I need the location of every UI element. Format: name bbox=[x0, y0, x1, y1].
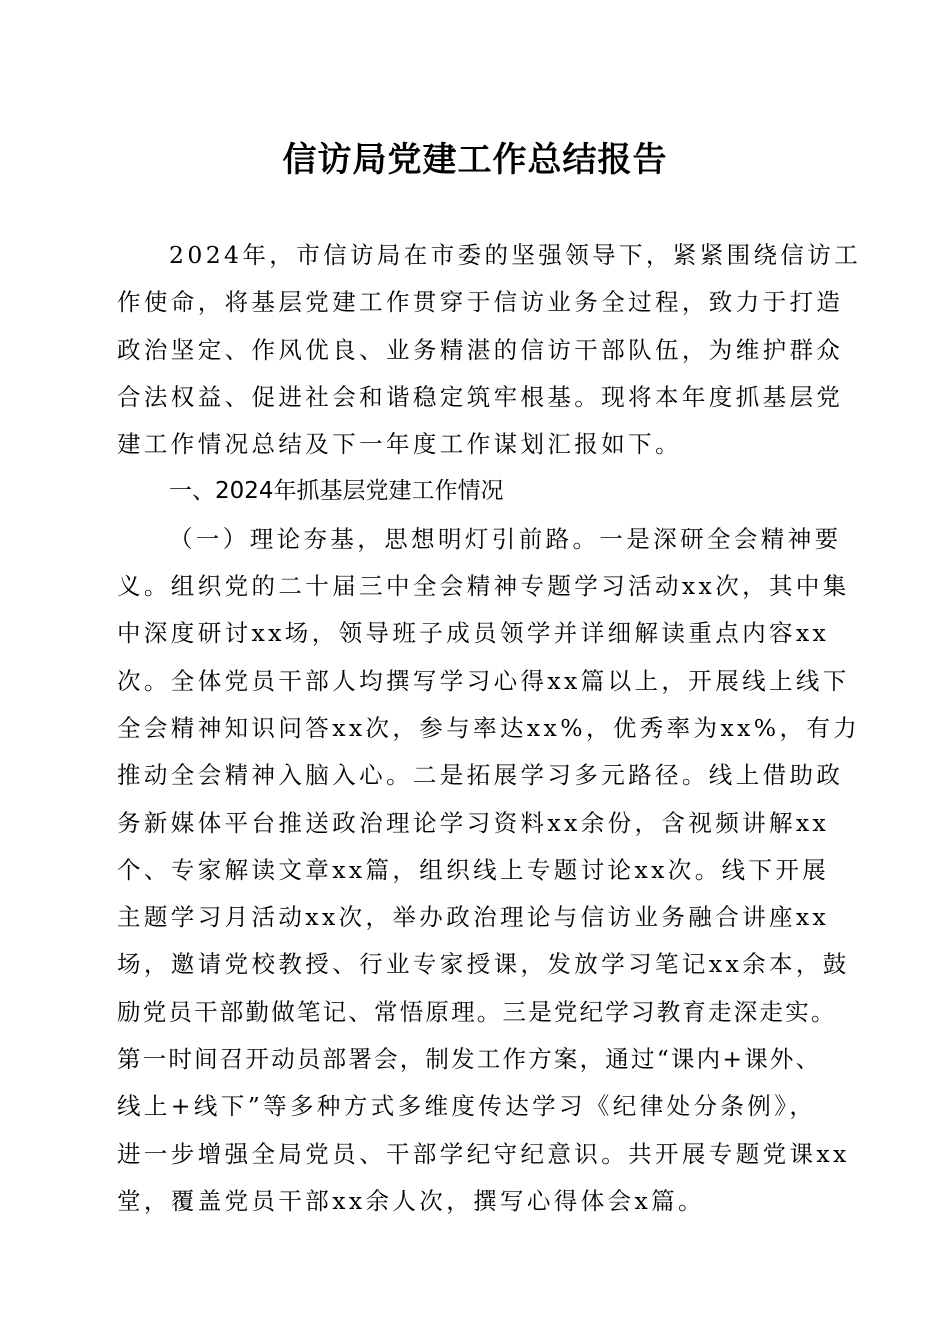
body-line: 次。全体党员干部人均撰写学习心得xx篇以上，开展线上线下 bbox=[117, 666, 850, 695]
body-line: 个、专家解读文章xx篇，组织线上专题讨论xx次。线下开展 bbox=[117, 855, 830, 884]
body-line: 合法权益、促进社会和谐稳定筑牢根基。现将本年度抓基层党 bbox=[117, 382, 844, 411]
body-line: 励党员干部勤做笔记、常悟原理。三是党纪学习教育走深走实。 bbox=[117, 997, 837, 1026]
body-line: 推动全会精神入脑入心。二是拓展学习多元路径。线上借助政 bbox=[117, 761, 844, 790]
body-line: 第一时间召开动员部署会，制发工作方案，通过“课内+课外、 bbox=[117, 1045, 822, 1074]
body-line: 堂，覆盖党员干部xx余人次，撰写心得体会x篇。 bbox=[117, 1186, 705, 1215]
body-line: 场，邀请党校教授、行业专家授课，发放学习笔记xx余本，鼓 bbox=[117, 950, 850, 979]
body-line: 务新媒体平台推送政治理论学习资料xx余份，含视频讲解xx bbox=[117, 808, 830, 837]
body-line: 线上+线下”等多种方式多维度传达学习《纪律处分条例》， bbox=[117, 1092, 817, 1121]
body-line: 政治坚定、作风优良、业务精湛的信访干部队伍，为维护群众 bbox=[117, 335, 844, 364]
body-line: 建工作情况总结及下一年度工作谋划汇报如下。 bbox=[117, 430, 682, 459]
body-line: 义。组织党的二十届三中全会精神专题学习活动xx次，其中集 bbox=[117, 572, 850, 601]
body-line: 2024年，市信访局在市委的坚强领导下，紧紧围绕信访工 bbox=[169, 241, 862, 269]
body-line: 进一步增强全局党员、干部学纪守纪意识。共开展专题党课xx bbox=[117, 1139, 850, 1168]
section-heading: 一、2024年抓基层党建工作情况 bbox=[169, 478, 504, 505]
body-line: 作使命，将基层党建工作贯穿于信访业务全过程，致力于打造 bbox=[117, 288, 844, 317]
subsection-line: （一）理论夯基，思想明灯引前路。一是深研全会精神要 bbox=[169, 524, 842, 553]
document-title: 信访局党建工作总结报告 bbox=[282, 140, 668, 180]
body-line: 中深度研讨xx场，领导班子成员领学并详细解读重点内容xx bbox=[117, 619, 830, 648]
body-line: 全会精神知识问答xx次，参与率达xx%，优秀率为xx%，有力 bbox=[117, 713, 861, 742]
document-body bbox=[117, 232, 862, 1225]
body-line: 主题学习月活动xx次，举办政治理论与信访业务融合讲座xx bbox=[117, 903, 830, 932]
